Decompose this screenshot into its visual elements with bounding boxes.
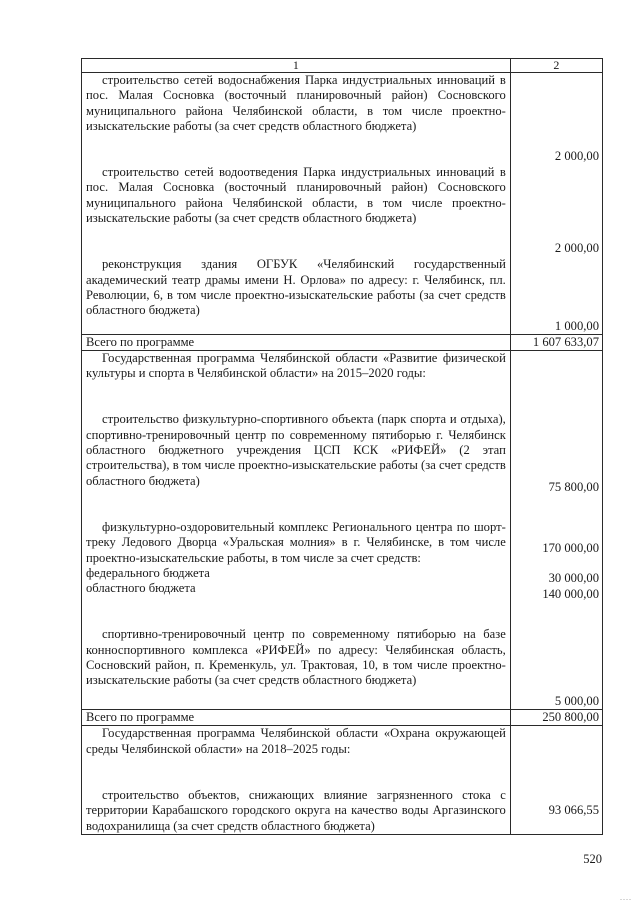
item-value: 2 000,00: [554, 241, 599, 256]
program-title: Государственная программа Челябинской области «Развитие физической культуры и спорта в Челябинской области» на 2015–2020 годы:: [86, 350, 506, 381]
program-title: Государственная программа Челябинской области «Охрана окружающей среды Челябинской области» на 2018–2025 годы:: [86, 726, 506, 756]
program-text-cell: [82, 726, 511, 834]
regional-budget-value: 140 000,00: [542, 586, 599, 601]
item-text: физкультурно-оздоровительный комплекс Регионального центра по шорт-треку Ледового Дворца «Уральская молния» в г. Челябинске, в том числе проектно-изыскательские работы, в том числе за счет средств:: [86, 519, 506, 565]
item-text: строительство сетей водоснабжения Парка индустриальных инноваций в пос. Малая Сосновка (восточный планировочный район) Сосновского муниципального района Челябинской области, в том числе проектно-изыскательские работы (за счет средств областного бюджета): [86, 73, 506, 133]
item-value: 170 000,00: [542, 541, 599, 556]
item-text: строительство физкультурно-спортивного объекта (парк спорта и отдыха), спортивно-тренировочный центр по современному пятиборью г. Челябинск областного бюджетного учреждения ЦСП КСК «РИФЕЙ» (2 этап строительства), в том числе проектно-изыскательские работы (за счет средств областного бюджета): [86, 412, 506, 488]
total-value: 1 607 633,07: [510, 334, 602, 350]
total-label: Всего по программе: [82, 334, 511, 350]
header-col-2: 2: [510, 59, 602, 73]
table-row: [82, 350, 603, 709]
item-value: 75 800,00: [548, 479, 599, 494]
program-value-cell: [510, 726, 602, 834]
item-value: 5 000,00: [554, 694, 599, 709]
item-text: реконструкция здания ОГБУК «Челябинский государственный академический театр драмы имени Н. Орлова» по адресу: г. Челябинск, пл. Революции, 6, в том числе проектно-изыскательские работы (за счет средств областного бюджета): [86, 257, 506, 318]
header-col-1: 1: [82, 59, 511, 73]
table-header-row: [82, 59, 603, 73]
total-value: 250 800,00: [510, 710, 602, 726]
program-text-cell: [82, 350, 511, 709]
item-text: строительство сетей водоотведения Парка индустриальных инноваций в пос. Малая Сосновка (восточный планировочный район) Сосновского муниципального района Челябинской области, в том числе проектно-изыскательские работы (за счет средств областного бюджета): [86, 165, 506, 226]
budget-table: [81, 58, 603, 835]
program-value-cell: [510, 350, 602, 709]
table-row: [82, 726, 603, 834]
table-row: [82, 73, 603, 335]
row-value-cell: [510, 73, 602, 335]
row-text-cell: [82, 73, 511, 335]
regional-budget-label: областного бюджета: [86, 581, 196, 596]
total-label: Всего по программе: [82, 710, 511, 726]
federal-budget-value: 30 000,00: [548, 571, 599, 586]
total-row: [82, 334, 603, 350]
item-text: спортивно-тренировочный центр по современному пятиборью на базе конноспортивного комплекса «РИФЕЙ» по адресу: Челябинская область, Сосновский район, п. Кременкуль, ул. Трактовая, 10, в том числе проектно-изыскательские работы (за счет средств областного бюджета): [86, 627, 506, 688]
item-value: 1 000,00: [554, 318, 599, 333]
federal-budget-label: федерального бюджета: [86, 565, 210, 580]
item-value: 2 000,00: [554, 149, 599, 163]
item-value: 93 066,55: [548, 803, 599, 818]
scan-mark: ....: [620, 893, 632, 902]
total-row: [82, 710, 603, 726]
page-number: 520: [583, 852, 602, 866]
item-text: строительство объектов, снижающих влияние загрязненного стока с территории Карабашского городского округа на качество воды Аргазинского водохранилища (за счет средств областного бюджета): [86, 787, 506, 833]
